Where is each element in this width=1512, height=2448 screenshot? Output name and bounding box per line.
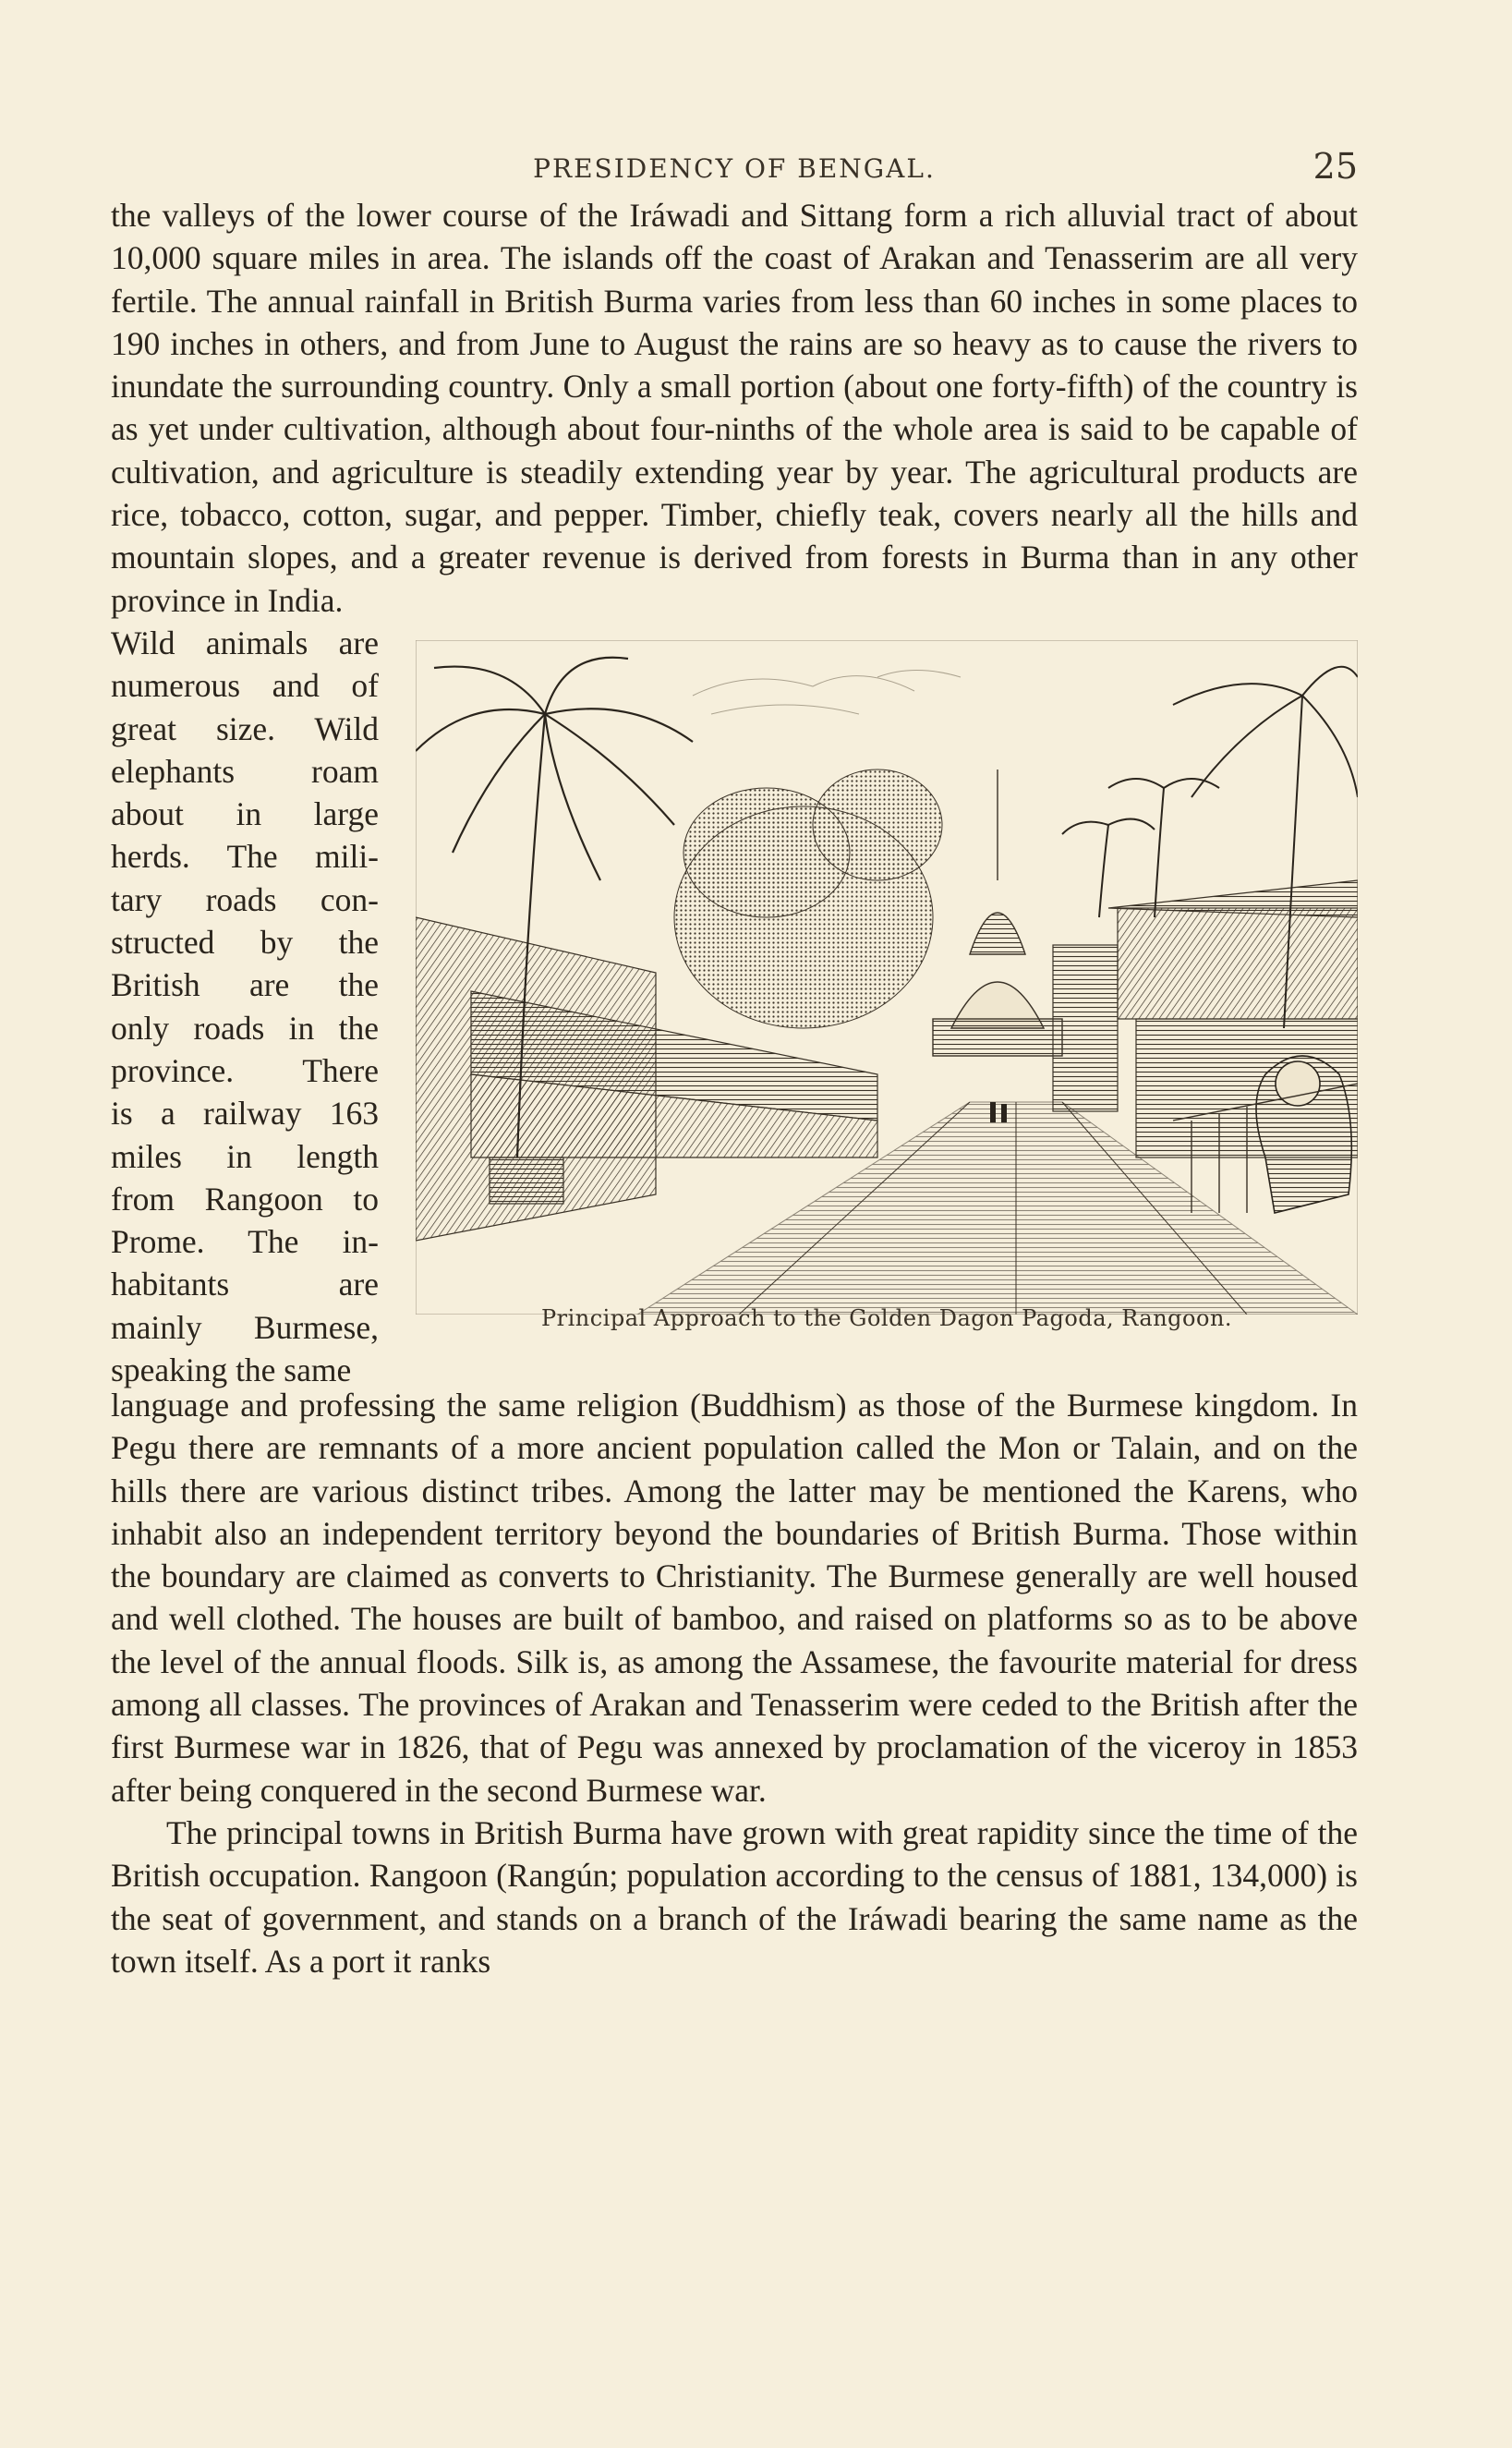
side-line: herds. The mili- <box>111 838 379 876</box>
side-line: great size. Wild <box>111 709 379 747</box>
paragraph-1-top: the valleys of the lower course of the Iráwadi and Sittang form a rich alluvial tract of about 10,000 square miles in area. The islands off the coast of Arakan and Tenasserim are all very fertile. The annual rainfall in British Burma varies from less than 60 inches in some places to 190 inches in others, and from June to August the rains are so heavy as to cause the rivers to inundate the surrounding country. Only a small portion (about one forty-fifth) of the country is as yet under cultivation, although about four-ninths of the whole area is said to be capable of cultivation, and agriculture is steadily extending year by year. The agricultural products are rice, tobacco, cotton, sugar, and pepper. Timber, chiefly teak, covers nearly all the hills and mountain slopes, and a greater revenue is derived from forests in Burma than in any other province in India. <box>111 197 1358 619</box>
side-line: Prome. The in- <box>111 1223 379 1261</box>
side-line: only roads in the <box>111 1009 379 1047</box>
side-line: is a railway 163 <box>111 1095 379 1133</box>
side-line: elephants roam <box>111 752 379 790</box>
page-number: 25 <box>1312 146 1358 187</box>
running-title: PRESIDENCY OF BENGAL. <box>533 153 936 184</box>
paragraph-1-bottom: language and professing the same religion (Buddhism) as those of the Burmese kingdom. In Pegu there are remnants of a more ancient population called the Mon or Talain, and on the hills there are various distinct tribes. Among the latter may be mentioned the Karens, who inhabit also an independent territory beyond the boundaries of British Burma. Those within the boundary are claimed as converts to Christianity. The Burmese generally are well housed and well clothed. The houses are built of bamboo, and raised on platforms so as to be above the level of the annual floods. Silk is, as among the Assamese, the favourite material for dress among all classes. The provinces of Arakan and Tenasserim were ceded to the British after the first Burmese war in 1826, that of Pegu was annexed by proclamation of the viceroy in 1853 after being conquered in the second Burmese war. <box>111 1386 1358 1809</box>
side-line: speaking the same <box>111 1351 352 1389</box>
figure-caption: Principal Approach to the Golden Dagon Pagoda, Rangoon. <box>540 1304 1233 1331</box>
side-line: about in large <box>111 795 379 833</box>
side-line: British are the <box>111 966 379 1004</box>
engraving-illustration <box>416 640 1358 1315</box>
side-line: miles in length <box>111 1137 379 1175</box>
side-line: structed by the <box>111 924 379 962</box>
side-line: Wild animals are <box>111 624 379 661</box>
side-line: tary roads con- <box>111 880 379 918</box>
side-line: numerous and of <box>111 667 379 705</box>
side-column-text <box>111 622 379 1391</box>
side-line: habitants are <box>111 1266 379 1303</box>
page <box>111 139 1358 1982</box>
running-head <box>111 139 1358 194</box>
lion-statue-icon <box>1256 1056 1351 1213</box>
side-line: mainly Burmese, <box>111 1308 379 1346</box>
paragraph-2: The principal towns in British Burma have grown with great rapidity since the time of the British occupation. Rangoon (Rangún; population according to the census of 1881, 134,000) is the seat of government, and stands on a branch of the Iráwadi bearing the same name as the town itself. As a port it ranks <box>111 1813 1358 1980</box>
side-line: from Rangoon to <box>111 1180 379 1218</box>
side-line: province. There <box>111 1051 379 1089</box>
figure-block <box>111 622 1358 1389</box>
